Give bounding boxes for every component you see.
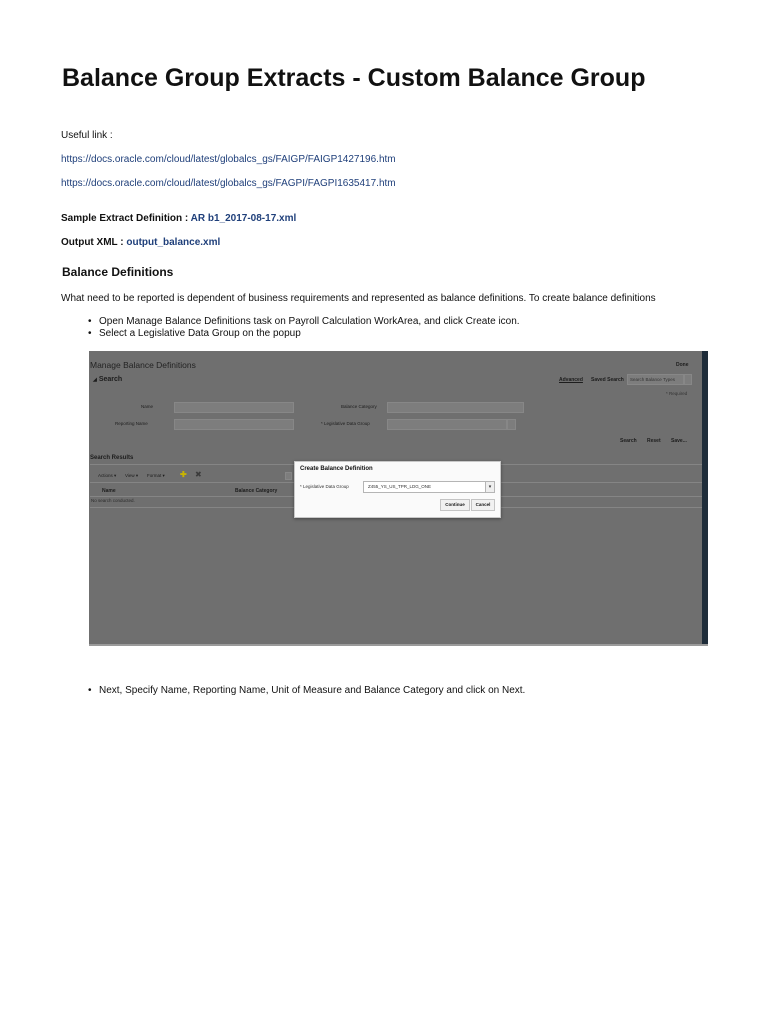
results-heading: Search Results bbox=[90, 455, 134, 461]
page-title: Balance Group Extracts - Custom Balance Group bbox=[62, 64, 646, 92]
screenshot-right-edge bbox=[702, 351, 708, 646]
output-xml-line bbox=[61, 237, 220, 248]
create-balance-dialog bbox=[294, 461, 501, 518]
dialog-title: Create Balance Definition bbox=[300, 466, 373, 472]
search-heading: ◢ Search bbox=[93, 376, 123, 383]
doc-link-2[interactable]: https://docs.oracle.com/cloud/latest/globalcs_gs/FAGPI/FAGPI1635417.htm bbox=[61, 178, 396, 189]
advanced-button[interactable]: Advanced bbox=[559, 377, 583, 383]
embedded-screenshot bbox=[89, 351, 708, 646]
saved-search-caret-icon[interactable] bbox=[684, 374, 692, 385]
name-input[interactable] bbox=[174, 402, 294, 413]
saved-search-select[interactable]: Search Balance Types bbox=[627, 374, 684, 385]
intro-paragraph: What need to be reported is dependent of business requirements and represented as balance definitions. To create balance definitions bbox=[61, 293, 656, 304]
dialog-ldg-select[interactable] bbox=[363, 481, 495, 493]
list-item: • Next, Specify Name, Reporting Name, Unit of Measure and Balance Category and click on Next. bbox=[88, 685, 525, 697]
output-xml-link[interactable]: output_balance.xml bbox=[126, 237, 221, 248]
reset-button[interactable]: Reset bbox=[647, 438, 661, 444]
done-button[interactable]: Done bbox=[676, 362, 689, 368]
chevron-down-icon[interactable]: ▾ bbox=[485, 482, 494, 492]
doc-link-1[interactable]: https://docs.oracle.com/cloud/latest/globalcs_gs/FAIGP/FAIGP1427196.htm bbox=[61, 154, 396, 165]
delete-x-icon[interactable]: ✖ bbox=[195, 470, 202, 479]
name-label: Name bbox=[141, 404, 154, 409]
search-button[interactable]: Search bbox=[620, 438, 637, 444]
sample-extract-label: Sample Extract Definition : bbox=[61, 213, 191, 224]
collapse-triangle-icon[interactable]: ◢ bbox=[93, 377, 97, 383]
ldg-select[interactable] bbox=[387, 419, 507, 430]
view-menu[interactable]: View ▾ bbox=[125, 473, 139, 478]
column-header-name: Name bbox=[102, 488, 116, 494]
balance-category-input[interactable] bbox=[387, 402, 524, 413]
actions-menu[interactable]: Actions ▾ bbox=[98, 473, 117, 478]
ldg-label: * Legislative Data Group bbox=[321, 421, 370, 426]
ldg-caret-icon[interactable] bbox=[507, 419, 516, 430]
bullet-list bbox=[88, 316, 520, 340]
detach-icon[interactable] bbox=[285, 472, 292, 480]
dialog-ldg-value: Z455_YS_US_TPR_LDG_ONE bbox=[368, 484, 432, 489]
cancel-button[interactable]: Cancel bbox=[471, 499, 495, 511]
balance-category-label: Balance Category bbox=[341, 404, 377, 409]
sample-extract-link[interactable]: AR b1_2017-08-17.xml bbox=[190, 213, 297, 224]
reporting-name-label: Reporting Name bbox=[115, 421, 148, 426]
continue-button[interactable]: Continue bbox=[440, 499, 470, 511]
create-plus-icon[interactable]: ✚ bbox=[180, 470, 187, 479]
screenshot-bottom-line bbox=[89, 644, 708, 646]
list-item: • Select a Legislative Data Group on the popup bbox=[88, 328, 520, 340]
section-heading: Balance Definitions bbox=[62, 265, 174, 279]
save-button[interactable]: Save... bbox=[671, 438, 687, 444]
sample-extract-line bbox=[61, 213, 296, 224]
output-xml-label: Output XML : bbox=[61, 237, 127, 248]
dialog-ldg-label: * Legislative Data Group bbox=[300, 484, 349, 489]
format-menu[interactable]: Format ▾ bbox=[147, 473, 165, 478]
useful-link-label: Useful link : bbox=[61, 130, 113, 141]
required-note: * Required bbox=[666, 391, 688, 396]
reporting-name-input[interactable] bbox=[174, 419, 294, 430]
no-search-text: No search conducted. bbox=[91, 498, 135, 503]
list-item: • Open Manage Balance Definitions task on Payroll Calculation WorkArea, and click Create icon. bbox=[88, 316, 520, 328]
manage-balance-title: Manage Balance Definitions bbox=[90, 360, 196, 370]
bullet-list-2 bbox=[88, 685, 525, 697]
column-header-balance-category: Balance Category bbox=[235, 488, 278, 494]
saved-search-label: Saved Search bbox=[591, 377, 624, 383]
